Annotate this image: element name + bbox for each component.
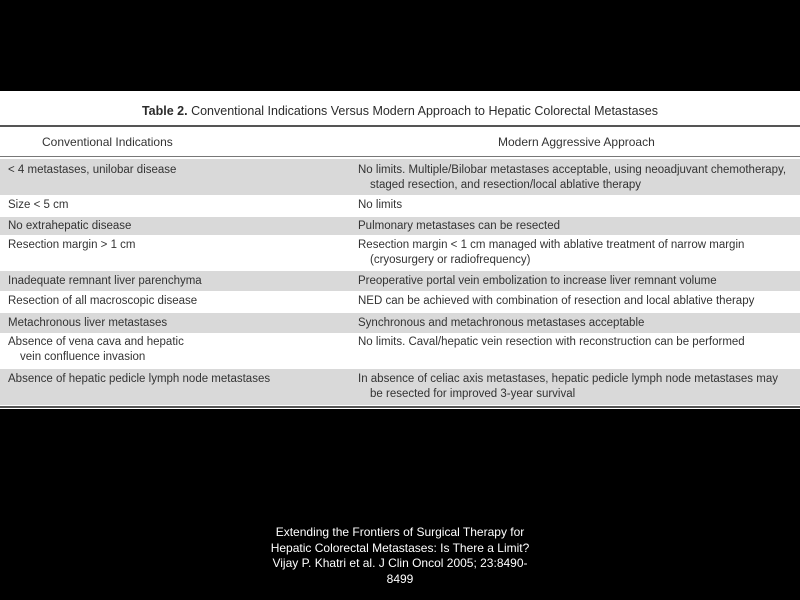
cell-modern: Pulmonary metastases can be resected	[358, 220, 560, 232]
bottom-rule	[0, 406, 800, 408]
table-row	[0, 369, 800, 405]
cell-conventional: Metachronous liver metastases	[8, 317, 168, 329]
cell-conventional-cont: vein confluence invasion	[20, 351, 146, 363]
cell-conventional: Size < 5 cm	[8, 199, 69, 211]
cell-modern-cont: (cryosurgery or radiofrequency)	[370, 254, 531, 266]
cell-modern: No limits	[358, 199, 403, 211]
cell-conventional: Absence of vena cava and hepatic	[8, 336, 184, 348]
table-row	[0, 217, 800, 235]
table-row	[0, 271, 800, 291]
cell-modern-cont: be resected for improved 3-year survival	[370, 388, 576, 400]
table-title-text: Conventional Indications Versus Modern Approach to Hepatic Colorectal Metastases	[191, 104, 659, 118]
cell-modern: No limits. Multiple/Bilobar metastases acceptable, using neoadjuvant chemotherapy,	[358, 164, 787, 176]
table-title	[0, 104, 800, 118]
cell-modern: No limits. Caval/hepatic vein resection with reconstruction can be performed	[358, 336, 745, 348]
cell-modern: In absence of celiac axis metastases, hepatic pedicle lymph node metastases may	[358, 373, 778, 385]
cell-modern: NED can be achieved with combination of resection and local ablative therapy	[358, 295, 755, 307]
column-header-conventional: Conventional Indications	[42, 135, 173, 149]
table-number: Table 2.	[141, 104, 188, 118]
table-row	[0, 313, 800, 333]
cell-conventional: No extrahepatic disease	[8, 220, 132, 232]
cell-modern: Resection margin < 1 cm managed with ablative treatment of narrow margin	[358, 239, 745, 251]
table-row	[0, 195, 800, 217]
cell-conventional: Resection of all macroscopic disease	[8, 295, 198, 307]
cell-conventional: < 4 metastases, unilobar disease	[8, 164, 177, 176]
header-rule	[0, 156, 800, 157]
cell-conventional: Absence of hepatic pedicle lymph node metastases	[8, 373, 271, 385]
top-rule	[0, 125, 800, 127]
cell-conventional: Resection margin > 1 cm	[8, 239, 136, 251]
table-row	[0, 291, 800, 313]
table-row	[0, 159, 800, 195]
cell-modern: Preoperative portal vein embolization to increase liver remnant volume	[358, 275, 717, 287]
table-row	[0, 235, 800, 271]
cell-conventional: Inadequate remnant liver parenchyma	[8, 275, 202, 287]
column-header-modern: Modern Aggressive Approach	[498, 135, 655, 149]
cell-modern-cont: staged resection, and resection/local ablative therapy	[370, 179, 642, 191]
cell-modern: Synchronous and metachronous metastases acceptable	[358, 317, 645, 329]
citation-caption: Extending the Frontiers of Surgical Therapy for Hepatic Colorectal Metastases: Is There a Limit? Vijay P. Khatri et al. J Clin Oncol 2005; 23:8490-8499	[270, 525, 530, 586]
table-row	[0, 333, 800, 369]
table-image	[0, 91, 800, 409]
